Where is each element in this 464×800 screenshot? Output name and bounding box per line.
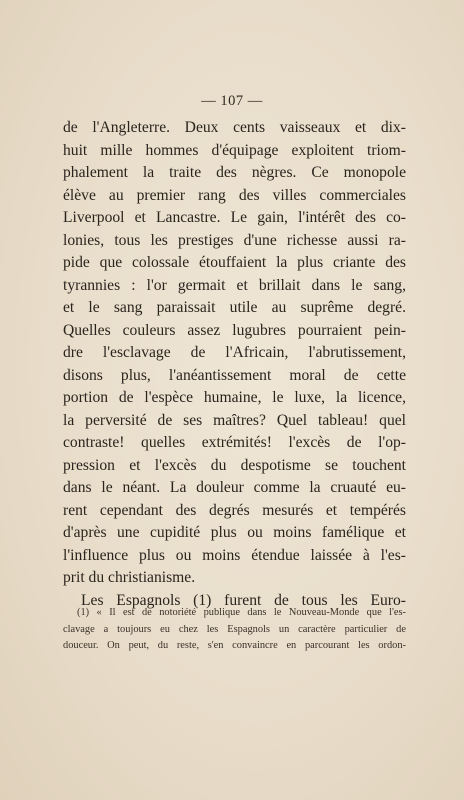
text-line: portion de l'espèce humaine, le luxe, la licence, [63,389,406,406]
footnote [63,605,406,655]
text-line: l'influence plus ou moins étendue laissée à l'es- [63,546,406,564]
text-line: pide que colossale étouffaient la plus criante des [63,254,406,271]
text-line: phalement la traite des nègres. Ce monopole [63,164,406,181]
text-line: prit du christianisme. [63,569,196,586]
text-line: rent cependant des degrés mesurés et tempérés [63,501,406,519]
text-line: Liverpool et Lancastre. Le gain, l'intérêt des co- [63,209,406,226]
main-text [63,117,406,612]
text-line: tyrannies : l'or germait et brillait dans le sang, [63,276,406,294]
text-line: contraste! quelles extrémités! l'excès de l'op- [63,434,406,451]
text-line: huit mille hommes d'équipage exploitent triom- [63,141,406,159]
text-line: disons plus, l'anéantissement moral de cette [63,366,406,384]
text-line: la perversité de ses maîtres? Quel tableau! quel [63,411,406,429]
text-line: pression et l'excès du despotisme se touchent [63,456,406,474]
text-line: Quelles couleurs assez lugubres pourraient pein- [63,321,406,339]
text-line: élève au premier rang des villes commerciales [63,186,406,204]
footnote-line: (1) « Il est de notoriété publique dans le Nouveau-Monde que l'es- [77,607,406,618]
page-number: — 107 — [201,93,263,109]
text-line: lonies, tous les prestiges d'une richesse aussi ra- [63,231,406,249]
text-line: dre l'esclavage de l'Africain, l'abrutissement, [63,344,406,361]
text-line: de l'Angleterre. Deux cents vaisseaux et dix- [63,119,406,136]
text-line: d'après une cupidité plus ou moins famélique et [63,524,406,541]
footnote-line: clavage a toujours eu chez les Espagnols un caractère particulier de [63,623,406,635]
text-line: et le sang paraissait utile au suprême degré. [63,299,406,316]
text-line: dans le néant. La douleur comme la cruauté eu- [63,479,406,496]
text-line: Les Espagnols (1) furent de tous les Euro- [81,591,406,609]
footnote-line: douceur. On peut, du reste, s'en convaincre en parcourant les ordon- [63,640,406,651]
